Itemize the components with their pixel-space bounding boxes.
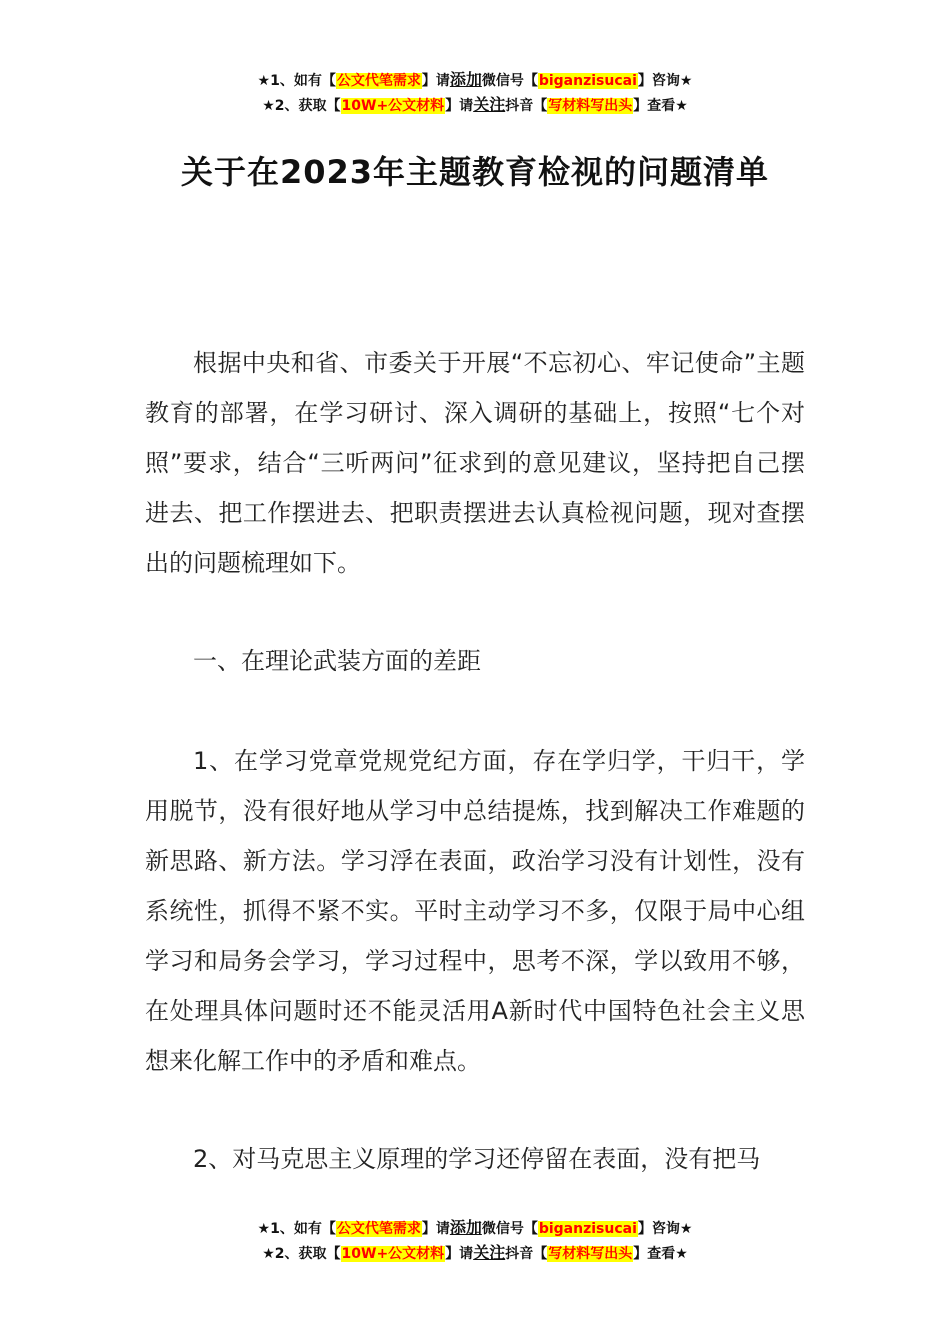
promo-text: 微信号【 [481, 1221, 538, 1237]
promo-highlight-wechat-id: biganzisucai [538, 1221, 637, 1237]
promo-text: 】咨询★ [637, 73, 693, 89]
promo-text: ★2、获取【 [262, 98, 341, 114]
intro-paragraph: 根据中央和省、市委关于开展“不忘初心、牢记使命”主题教育的部署，在学习研讨、深入调研的基础上，按照“七个对照”要求，结合“三听两问”征求到的意见建议，坚持把自己摆进去、把工作摆进去、把职责摆进去认真检视问题，现对查摆出的问题梳理如下。 [145, 349, 805, 577]
document-title: 关于在2023年主题教育检视的问题清单 [180, 153, 770, 191]
promo-text: ★1、如有【 [257, 1221, 336, 1237]
promo-text: ★2、获取【 [262, 1246, 341, 1262]
promo-line-2 [0, 1241, 950, 1266]
promo-highlight-materials: 10W+公文材料 [341, 98, 445, 114]
promo-text: 抖音【 [505, 98, 548, 114]
promo-highlight-wechat-id: biganzisucai [538, 73, 637, 89]
promo-text: 】请 [445, 98, 474, 114]
promo-banner-top [0, 68, 950, 118]
promo-line-2 [0, 93, 950, 118]
promo-highlight-service: 公文代笔需求 [336, 1221, 421, 1237]
promo-text: 微信号【 [481, 73, 538, 89]
promo-text: 】请 [445, 1246, 474, 1262]
promo-emphasis: 关注 [473, 95, 506, 114]
promo-line-1 [0, 68, 950, 93]
promo-highlight-materials: 10W+公文材料 [341, 1246, 445, 1262]
promo-line-1 [0, 1216, 950, 1241]
item-paragraph-1: 1、在学习党章党规党纪方面，存在学归学，干归干，学用脱节，没有很好地从学习中总结提炼，找到解决工作难题的新思路、新方法。学习浮在表面，政治学习没有计划性，没有系统性，抓得不紧不实。平时主动学习不多，仅限于局中心组学习和局务会学习，学习过程中，思考不深，学以致用不够，在处理具体问题时还不能灵活用A新时代中国特色社会主义思想来化解工作中的矛盾和难点。 [145, 747, 805, 1075]
promo-emphasis: 添加 [449, 1218, 482, 1237]
promo-text: 抖音【 [505, 1246, 548, 1262]
promo-text: 】查看★ [633, 1246, 688, 1262]
promo-highlight-service: 公文代笔需求 [336, 73, 421, 89]
promo-text: 】请 [421, 73, 450, 89]
section-heading: 一、在理论武装方面的差距 [193, 647, 481, 675]
promo-text: 】查看★ [633, 98, 688, 114]
promo-highlight-douyin-account: 写材料写出头 [548, 98, 633, 114]
promo-text: ★1、如有【 [257, 73, 336, 89]
promo-emphasis: 关注 [473, 1243, 506, 1262]
promo-highlight-douyin-account: 写材料写出头 [548, 1246, 633, 1262]
promo-text: 】请 [421, 1221, 450, 1237]
item-paragraph-2: 2、对马克思主义原理的学习还停留在表面，没有把马 [193, 1145, 761, 1173]
promo-text: 】咨询★ [637, 1221, 693, 1237]
promo-emphasis: 添加 [449, 70, 482, 89]
promo-banner-bottom [0, 1216, 950, 1266]
